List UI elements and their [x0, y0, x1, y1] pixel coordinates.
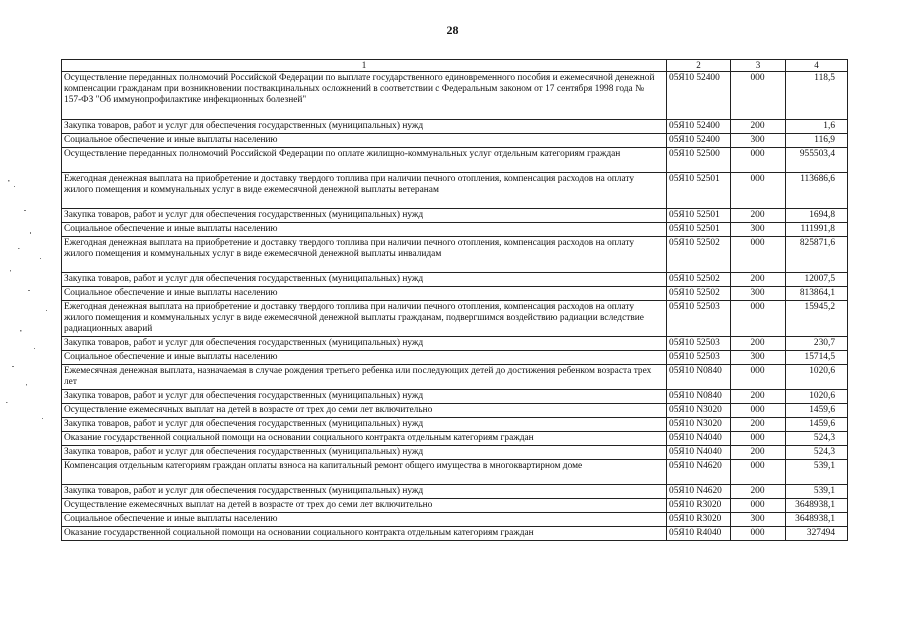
row-code-cell: 05Я10 N0840	[667, 364, 731, 389]
row-code-cell: 05Я10 52501	[667, 208, 731, 222]
table-row	[62, 350, 848, 364]
row-sum-cell: 539,1	[786, 459, 848, 484]
table-row	[62, 272, 848, 286]
row-sum-cell: 15945,2	[786, 300, 848, 336]
row-type-cell: 300	[731, 350, 786, 364]
row-code-cell: 05Я10 52502	[667, 236, 731, 272]
row-name-cell: Оказание государственной социальной помощи на основании социального контракта отдельным категориям граждан	[62, 526, 667, 540]
row-name-cell: Осуществление переданных полномочий Российской Федерации по оплате жилищно-коммунальных услуг отдельным категориям граждан	[62, 147, 667, 172]
row-sum-cell: 327494	[786, 526, 848, 540]
row-sum-cell: 524,3	[786, 445, 848, 459]
row-code-cell: 05Я10 52503	[667, 300, 731, 336]
row-name-cell: Социальное обеспечение и иные выплаты населению	[62, 286, 667, 300]
row-code-cell: 05Я10 52501	[667, 172, 731, 208]
row-code-cell: 05Я10 N4040	[667, 445, 731, 459]
table-row	[62, 498, 848, 512]
table-row	[62, 147, 848, 172]
row-type-cell: 000	[731, 459, 786, 484]
row-type-cell: 200	[731, 119, 786, 133]
row-name-cell: Закупка товаров, работ и услуг для обеспечения государственных (муниципальных) нужд	[62, 272, 667, 286]
table-row	[62, 459, 848, 484]
row-sum-cell: 1,6	[786, 119, 848, 133]
row-sum-cell: 118,5	[786, 71, 848, 119]
table-row	[62, 484, 848, 498]
row-sum-cell: 955503,4	[786, 147, 848, 172]
row-name-cell: Ежегодная денежная выплата на приобретение и доставку твердого топлива при наличии печного отопления, компенсация расходов на оплату жилого помещения и коммунальных услуг в виде ежемесячной денежной выплаты инвалидам	[62, 236, 667, 272]
table-row	[62, 172, 848, 208]
row-sum-cell: 12007,5	[786, 272, 848, 286]
row-name-cell: Закупка товаров, работ и услуг для обеспечения государственных (муниципальных) нужд	[62, 484, 667, 498]
row-code-cell: 05Я10 52400	[667, 133, 731, 147]
page-number: 28	[446, 23, 459, 37]
row-sum-cell: 3648938,1	[786, 498, 848, 512]
row-sum-cell: 113686,6	[786, 172, 848, 208]
row-name-cell: Компенсация отдельным категориям граждан оплаты взноса на капитальный ремонт общего имущества в многоквартирном доме	[62, 459, 667, 484]
row-code-cell: 05Я10 N4620	[667, 459, 731, 484]
row-sum-cell: 116,9	[786, 133, 848, 147]
column-header-type: 3	[731, 60, 786, 72]
table-row	[62, 286, 848, 300]
table-row	[62, 445, 848, 459]
row-type-cell: 000	[731, 147, 786, 172]
row-name-cell: Ежегодная денежная выплата на приобретение и доставку твердого топлива при наличии печного отопления, компенсация расходов на оплату жилого помещения и коммунальных услуг в виде ежемесячной денежной выплаты гражданам, подвергшимся воздействию радиации вследствие радиационных аварий	[62, 300, 667, 336]
row-code-cell: 05Я10 52502	[667, 272, 731, 286]
table-row	[62, 364, 848, 389]
row-type-cell: 300	[731, 222, 786, 236]
row-sum-cell: 111991,8	[786, 222, 848, 236]
table-row	[62, 417, 848, 431]
row-code-cell: 05Я10 52400	[667, 119, 731, 133]
row-sum-cell: 1020,6	[786, 364, 848, 389]
row-code-cell: 05Я10 52501	[667, 222, 731, 236]
row-sum-cell: 230,7	[786, 336, 848, 350]
row-type-cell: 000	[731, 172, 786, 208]
row-sum-cell: 1459,6	[786, 403, 848, 417]
row-type-cell: 000	[731, 498, 786, 512]
row-type-cell: 000	[731, 236, 786, 272]
column-header-code: 2	[667, 60, 731, 72]
row-name-cell: Осуществление ежемесячных выплат на детей в возрасте от трех до семи лет включительно	[62, 403, 667, 417]
row-sum-cell: 1020,6	[786, 389, 848, 403]
row-type-cell: 200	[731, 272, 786, 286]
table-row	[62, 71, 848, 119]
row-type-cell: 300	[731, 133, 786, 147]
row-type-cell: 300	[731, 512, 786, 526]
table-row	[62, 133, 848, 147]
row-name-cell: Осуществление ежемесячных выплат на детей в возрасте от трех до семи лет включительно	[62, 498, 667, 512]
row-type-cell: 200	[731, 417, 786, 431]
table-row	[62, 389, 848, 403]
row-name-cell: Закупка товаров, работ и услуг для обеспечения государственных (муниципальных) нужд	[62, 445, 667, 459]
row-code-cell: 05Я10 52400	[667, 71, 731, 119]
row-name-cell: Оказание государственной социальной помощи на основании социального контракта отдельным категориям граждан	[62, 431, 667, 445]
row-name-cell: Социальное обеспечение и иные выплаты населению	[62, 350, 667, 364]
row-sum-cell: 825871,6	[786, 236, 848, 272]
table-row	[62, 512, 848, 526]
table-header-row	[62, 60, 848, 72]
table-row	[62, 119, 848, 133]
row-type-cell: 000	[731, 300, 786, 336]
table-row	[62, 403, 848, 417]
row-code-cell: 05Я10 52503	[667, 350, 731, 364]
table-row	[62, 336, 848, 350]
row-code-cell: 05Я10 52502	[667, 286, 731, 300]
row-sum-cell: 524,3	[786, 431, 848, 445]
row-code-cell: 05Я10 R3020	[667, 498, 731, 512]
row-type-cell: 200	[731, 336, 786, 350]
row-type-cell: 200	[731, 208, 786, 222]
row-name-cell: Закупка товаров, работ и услуг для обеспечения государственных (муниципальных) нужд	[62, 119, 667, 133]
row-code-cell: 05Я10 N3020	[667, 417, 731, 431]
row-sum-cell: 1459,6	[786, 417, 848, 431]
row-sum-cell: 813864,1	[786, 286, 848, 300]
row-name-cell: Закупка товаров, работ и услуг для обеспечения государственных (муниципальных) нужд	[62, 208, 667, 222]
row-name-cell: Закупка товаров, работ и услуг для обеспечения государственных (муниципальных) нужд	[62, 389, 667, 403]
row-sum-cell: 1694,8	[786, 208, 848, 222]
row-code-cell: 05Я10 R4040	[667, 526, 731, 540]
row-sum-cell: 15714,5	[786, 350, 848, 364]
row-code-cell: 05Я10 52500	[667, 147, 731, 172]
row-type-cell: 000	[731, 364, 786, 389]
row-type-cell: 300	[731, 286, 786, 300]
table-row	[62, 431, 848, 445]
column-header-sum: 4	[786, 60, 848, 72]
row-code-cell: 05Я10 52503	[667, 336, 731, 350]
row-code-cell: 05Я10 N0840	[667, 389, 731, 403]
table-row	[62, 208, 848, 222]
table-body	[62, 71, 848, 540]
row-name-cell: Социальное обеспечение и иные выплаты населению	[62, 512, 667, 526]
column-header-name: 1	[62, 60, 667, 72]
table-row	[62, 526, 848, 540]
scan-speckle-marks	[0, 170, 60, 430]
row-code-cell: 05Я10 N3020	[667, 403, 731, 417]
row-type-cell: 000	[731, 71, 786, 119]
row-type-cell: 200	[731, 389, 786, 403]
row-code-cell: 05Я10 R3020	[667, 512, 731, 526]
row-type-cell: 000	[731, 403, 786, 417]
row-name-cell: Социальное обеспечение и иные выплаты населению	[62, 222, 667, 236]
row-code-cell: 05Я10 N4040	[667, 431, 731, 445]
row-name-cell: Ежегодная денежная выплата на приобретение и доставку твердого топлива при наличии печного отопления, компенсация расходов на оплату жилого помещения и коммунальных услуг в виде ежемесячной денежной выплаты ветеранам	[62, 172, 667, 208]
row-name-cell: Закупка товаров, работ и услуг для обеспечения государственных (муниципальных) нужд	[62, 417, 667, 431]
row-code-cell: 05Я10 N4620	[667, 484, 731, 498]
row-type-cell: 000	[731, 431, 786, 445]
row-type-cell: 200	[731, 484, 786, 498]
row-name-cell: Осуществление переданных полномочий Российской Федерации по выплате государственного единовременного пособия и ежемесячной денежной компенсации гражданам при возникновении поствакцинальных осложнений в соответствии с Федеральным законом от 17 сентября 1998 года № 157-ФЗ "Об иммунопрофилактике инфекционных болезней"	[62, 71, 667, 119]
row-name-cell: Закупка товаров, работ и услуг для обеспечения государственных (муниципальных) нужд	[62, 336, 667, 350]
row-type-cell: 000	[731, 526, 786, 540]
table-row	[62, 300, 848, 336]
table-row	[62, 236, 848, 272]
row-name-cell: Социальное обеспечение и иные выплаты населению	[62, 133, 667, 147]
row-sum-cell: 3648938,1	[786, 512, 848, 526]
row-type-cell: 200	[731, 445, 786, 459]
table-row	[62, 222, 848, 236]
row-name-cell: Ежемесячная денежная выплата, назначаемая в случае рождения третьего ребенка или последующих детей до достижения ребенком возраста трех лет	[62, 364, 667, 389]
row-sum-cell: 539,1	[786, 484, 848, 498]
budget-table	[61, 59, 848, 541]
